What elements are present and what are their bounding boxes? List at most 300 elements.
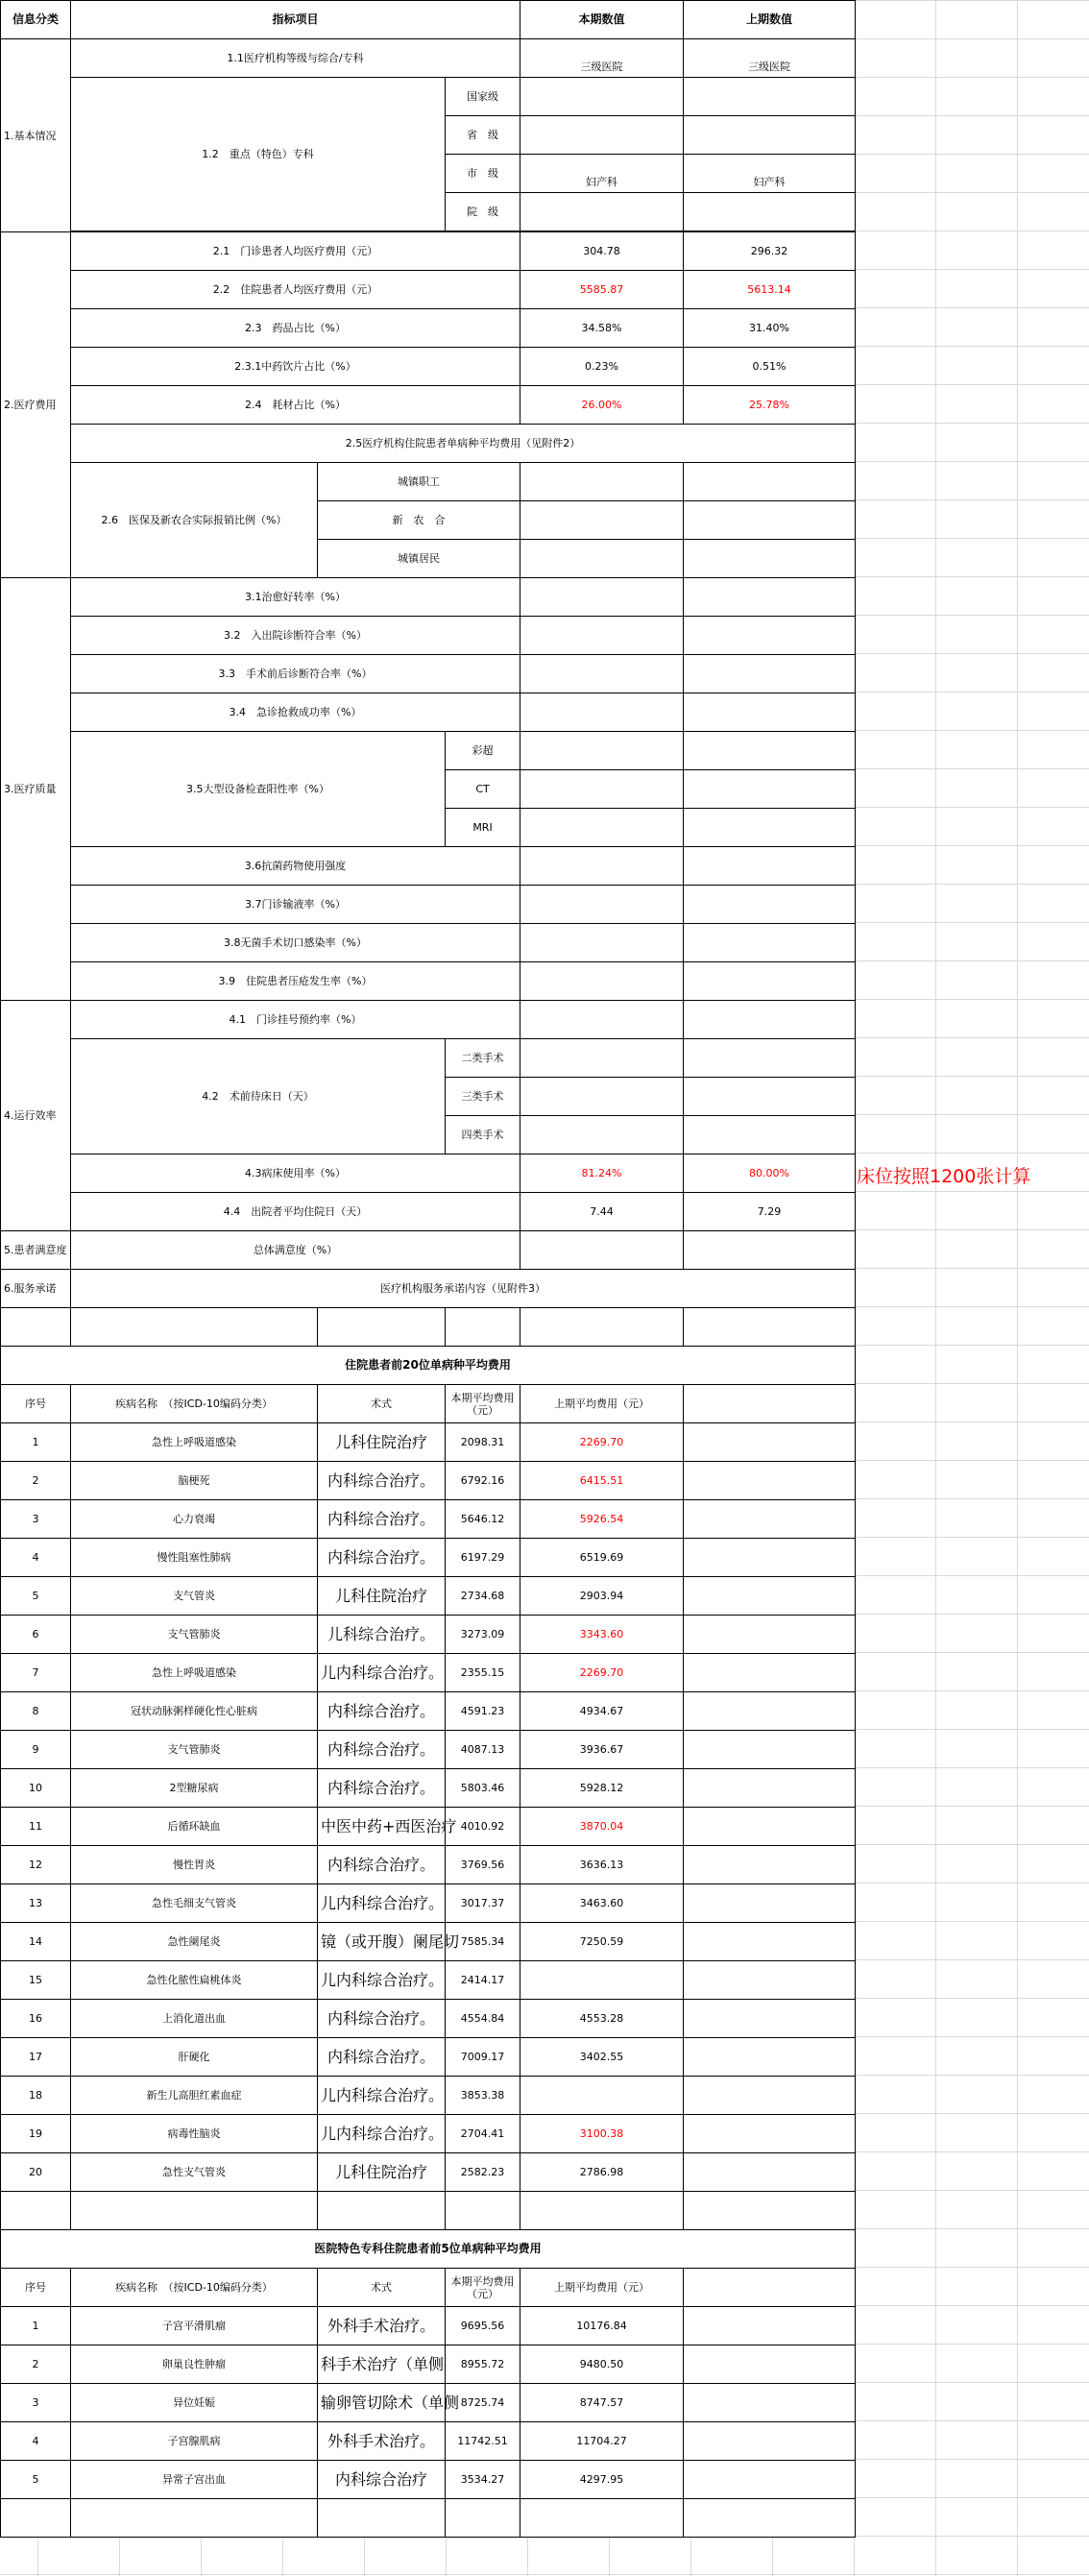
row-no: 2 (1, 2345, 71, 2384)
sub-label: 四类手术 (446, 1116, 520, 1154)
table-row (1, 1923, 856, 1961)
row-no: 7 (1, 1654, 71, 1692)
row-no: 2 (1, 1462, 71, 1500)
current-value (520, 193, 684, 231)
current-value: 三级医院 (520, 39, 684, 78)
table-row (1, 1884, 856, 1923)
surgery-method: 儿内科综合治疗。 (318, 1961, 446, 2000)
row-no: 14 (1, 1923, 71, 1961)
disease-name: 急性上呼吸道感染 (71, 1654, 318, 1692)
previous-value (684, 463, 856, 501)
col-method: 术式 (318, 1385, 446, 1423)
current-value (520, 962, 684, 1001)
current-value (520, 770, 684, 809)
surgery-method: 输卵管切除术（单侧 (318, 2384, 446, 2422)
surgery-method: 内科综合治疗。 (318, 2000, 446, 2038)
previous-value (684, 501, 856, 540)
table-row (1, 2384, 856, 2422)
spare-cell (684, 1769, 856, 1808)
previous-value: 25.78% (684, 386, 856, 425)
indicator-label: 3.4 急诊抢救成功率（%） (71, 693, 520, 732)
previous-cost: 9480.50 (520, 2345, 684, 2384)
table-row (1, 2345, 856, 2384)
category-commitment: 6.服务承诺 (1, 1270, 71, 1308)
previous-cost: 2269.70 (520, 1654, 684, 1692)
indicator-label: 3.8无菌手术切口感染率（%） (71, 924, 520, 962)
previous-value (684, 116, 856, 155)
previous-value (684, 1231, 856, 1270)
previous-value (684, 655, 856, 693)
disease-name: 急性毛细支气管炎 (71, 1884, 318, 1923)
col-current: 本期平均费用（元） (446, 2269, 520, 2307)
spare-cell (684, 1731, 856, 1769)
previous-value (684, 617, 856, 655)
indicator-label: 3.2 入出院诊断符合率（%） (71, 617, 520, 655)
previous-value: 7.29 (684, 1193, 856, 1231)
current-cost: 4591.23 (446, 1692, 520, 1731)
current-cost: 6197.29 (446, 1539, 520, 1577)
header-row (1, 1, 856, 39)
sub-label: 彩超 (446, 732, 520, 770)
current-value (520, 809, 684, 847)
current-value (520, 1039, 684, 1078)
previous-cost (520, 1961, 684, 2000)
row-no: 8 (1, 1692, 71, 1731)
current-cost: 4010.92 (446, 1808, 520, 1846)
indicator-label: 2.3 药品占比（%） (71, 309, 520, 348)
previous-cost: 8747.57 (520, 2384, 684, 2422)
header-previous: 上期数值 (684, 1, 856, 39)
previous-value: 妇产科 (684, 155, 856, 193)
disease-name: 冠状动脉粥样硬化性心脏病 (71, 1692, 318, 1731)
spare-cell (684, 1654, 856, 1692)
disease-name: 急性阑尾炎 (71, 1923, 318, 1961)
row-no: 5 (1, 1577, 71, 1616)
indicator-label: 4.4 出院者平均住院日（天） (71, 1193, 520, 1231)
current-value (520, 732, 684, 770)
sub-label: 新 农 合 (318, 501, 520, 540)
surgery-method: 儿科住院治疗 (318, 1423, 446, 1462)
category-quality: 3.医疗质量 (1, 578, 71, 1001)
surgery-method: 儿内科综合治疗。 (318, 1884, 446, 1923)
table-row (1, 2461, 856, 2499)
previous-cost: 6519.69 (520, 1539, 684, 1577)
spare-cell (684, 2000, 856, 2038)
current-cost: 11742.51 (446, 2422, 520, 2461)
disease-name: 支气管炎 (71, 1577, 318, 1616)
previous-cost: 5926.54 (520, 1500, 684, 1539)
current-value: 5585.87 (520, 271, 684, 309)
current-value (520, 78, 684, 116)
previous-value (684, 732, 856, 770)
table-row (1, 1423, 856, 1462)
spare-cell (684, 1616, 856, 1654)
level-label: 国家级 (446, 78, 520, 116)
indicator-label: 4.3病床使用率（%） (71, 1154, 520, 1193)
row-no: 13 (1, 1884, 71, 1923)
previous-value: 296.32 (684, 232, 856, 271)
spare-cell (684, 1462, 856, 1500)
current-cost: 9695.56 (446, 2307, 520, 2345)
row-no: 10 (1, 1769, 71, 1808)
current-cost: 2098.31 (446, 1423, 520, 1462)
level-label: 省 级 (446, 116, 520, 155)
current-value: 81.24% (520, 1154, 684, 1193)
row-no: 9 (1, 1731, 71, 1769)
current-value (520, 1116, 684, 1154)
current-value (520, 617, 684, 655)
previous-value (684, 962, 856, 1001)
current-cost: 5803.46 (446, 1769, 520, 1808)
indicator-label: 1.1医疗机构等级与综合/专科 (71, 39, 520, 78)
indicator-label: 2.3.1中药饮片占比（%） (71, 348, 520, 386)
disease-name: 后循环缺血 (71, 1808, 318, 1846)
spare-cell (684, 1846, 856, 1884)
previous-cost: 10176.84 (520, 2307, 684, 2345)
previous-cost: 3402.55 (520, 2038, 684, 2077)
disease-name: 支气管肺炎 (71, 1616, 318, 1654)
current-value (520, 1078, 684, 1116)
category-basic: 1.基本情况 (1, 39, 71, 232)
disease-name: 新生儿高胆红素血症 (71, 2077, 318, 2115)
table-row (1, 1616, 856, 1654)
previous-value: 31.40% (684, 309, 856, 348)
previous-value (684, 540, 856, 578)
row-no: 5 (1, 2461, 71, 2499)
disease-name: 上消化道出血 (71, 2000, 318, 2038)
previous-value (684, 1001, 856, 1039)
top20-title: 住院患者前20位单病种平均费用 (1, 1347, 856, 1385)
spare-cell (684, 2461, 856, 2499)
disease-name: 急性化脓性扁桃体炎 (71, 1961, 318, 2000)
col-no: 序号 (1, 1385, 71, 1423)
category-efficiency: 4.运行效率 (1, 1001, 71, 1231)
current-value (520, 1001, 684, 1039)
current-value (520, 693, 684, 732)
table-row (1, 1462, 856, 1500)
surgery-method: 儿内科综合治疗。 (318, 2077, 446, 2115)
row-no: 6 (1, 1616, 71, 1654)
row-no: 11 (1, 1808, 71, 1846)
previous-value (684, 809, 856, 847)
indicator-label: 医疗机构服务承诺内容（见附件3） (71, 1270, 856, 1308)
sub-label: CT (446, 770, 520, 809)
surgery-method: 中医中药+西医治疗 (318, 1808, 446, 1846)
spare-cell (684, 1539, 856, 1577)
row-no: 18 (1, 2077, 71, 2115)
sub-label: 三类手术 (446, 1078, 520, 1116)
disease-name: 慢性阻塞性肺病 (71, 1539, 318, 1577)
row-no: 4 (1, 2422, 71, 2461)
sub-label: MRI (446, 809, 520, 847)
current-cost: 3017.37 (446, 1884, 520, 1923)
surgery-method: 内科综合治疗。 (318, 1539, 446, 1577)
spare-cell (684, 1577, 856, 1616)
current-value (520, 116, 684, 155)
row-no: 16 (1, 2000, 71, 2038)
previous-value (684, 693, 856, 732)
table-row (1, 2000, 856, 2038)
previous-cost: 3343.60 (520, 1616, 684, 1654)
current-cost: 7585.34 (446, 1923, 520, 1961)
previous-cost: 7250.59 (520, 1923, 684, 1961)
surgery-method: 儿科综合治疗。 (318, 1616, 446, 1654)
surgery-method: 儿内科综合治疗。 (318, 1654, 446, 1692)
col-previous: 上期平均费用（元） (520, 2269, 684, 2307)
current-cost: 5646.12 (446, 1500, 520, 1539)
current-value: 妇产科 (520, 155, 684, 193)
surgery-method: 内科综合治疗。 (318, 1846, 446, 1884)
row-no: 20 (1, 2153, 71, 2192)
table-row (1, 2115, 856, 2153)
disease-name: 异常子宫出血 (71, 2461, 318, 2499)
row-no: 19 (1, 2115, 71, 2153)
spare-cell (684, 1692, 856, 1731)
disease-name: 心力衰竭 (71, 1500, 318, 1539)
level-label: 市 级 (446, 155, 520, 193)
row-no: 17 (1, 2038, 71, 2077)
current-cost: 4554.84 (446, 2000, 520, 2038)
spare-cell (684, 2422, 856, 2461)
surgery-method: 内科综合治疗。 (318, 1769, 446, 1808)
current-value (520, 578, 684, 617)
indicator-label: 3.3 手术前后诊断符合率（%） (71, 655, 520, 693)
row-no: 12 (1, 1846, 71, 1884)
current-cost: 3534.27 (446, 2461, 520, 2499)
spare-cell (684, 1423, 856, 1462)
spare-cell (684, 2077, 856, 2115)
disease-name: 急性支气管炎 (71, 2153, 318, 2192)
current-cost: 3853.38 (446, 2077, 520, 2115)
surgery-method: 外科手术治疗。 (318, 2307, 446, 2345)
spare-cell (684, 1808, 856, 1846)
spare-cell (684, 2153, 856, 2192)
previous-cost: 3636.13 (520, 1846, 684, 1884)
current-cost: 2704.41 (446, 2115, 520, 2153)
bed-count-note: 床位按照1200张计算 (857, 1166, 1031, 1187)
current-cost: 2414.17 (446, 1961, 520, 2000)
header-current: 本期数值 (520, 1, 684, 39)
disease-name: 肝硬化 (71, 2038, 318, 2077)
previous-cost: 2786.98 (520, 2153, 684, 2192)
indicator-label: 4.1 门诊挂号预约率（%） (71, 1001, 520, 1039)
surgery-method: 儿科住院治疗 (318, 1577, 446, 1616)
current-value (520, 886, 684, 924)
disease-name: 2型糖尿病 (71, 1769, 318, 1808)
indicator-label: 2.4 耗材占比（%） (71, 386, 520, 425)
indicator-label: 3.7门诊输液率（%） (71, 886, 520, 924)
row-no: 3 (1, 1500, 71, 1539)
spare-cell (684, 2345, 856, 2384)
disease-name: 病毒性脑炎 (71, 2115, 318, 2153)
surgery-method: 内科综合治疗。 (318, 1692, 446, 1731)
surgery-method: 内科综合治疗。 (318, 1731, 446, 1769)
previous-cost: 6415.51 (520, 1462, 684, 1500)
current-cost: 4087.13 (446, 1731, 520, 1769)
spare-cell (684, 2115, 856, 2153)
category-cost: 2.医疗费用 (1, 232, 71, 578)
top5-title: 医院特色专科住院患者前5位单病种平均费用 (1, 2230, 856, 2269)
previous-cost: 3463.60 (520, 1884, 684, 1923)
table-row (1, 2077, 856, 2115)
disease-name: 异位妊娠 (71, 2384, 318, 2422)
disease-name: 支气管肺炎 (71, 1731, 318, 1769)
current-value: 7.44 (520, 1193, 684, 1231)
col-current: 本期平均费用（元） (446, 1385, 520, 1423)
row-no: 3 (1, 2384, 71, 2422)
spare-cell (684, 1884, 856, 1923)
previous-value (684, 578, 856, 617)
current-value: 34.58% (520, 309, 684, 348)
row-no: 1 (1, 2307, 71, 2345)
disease-name: 子宫腺肌病 (71, 2422, 318, 2461)
col-previous: 上期平均费用（元） (520, 1385, 684, 1423)
previous-value (684, 847, 856, 886)
table-row (1, 1808, 856, 1846)
current-value (520, 501, 684, 540)
category-satisfaction: 5.患者满意度 (1, 1231, 71, 1270)
sub-label: 城镇职工 (318, 463, 520, 501)
table-row (1, 1539, 856, 1577)
table-row (1, 1846, 856, 1884)
surgery-method: 镜（或开腹）阑尾切 (318, 1923, 446, 1961)
current-cost: 2355.15 (446, 1654, 520, 1692)
current-cost: 2734.68 (446, 1577, 520, 1616)
spare-cell (684, 1923, 856, 1961)
previous-cost: 4297.95 (520, 2461, 684, 2499)
previous-cost: 2903.94 (520, 1577, 684, 1616)
indicator-label: 3.5大型设备检查阳性率（%） (71, 732, 446, 847)
level-label: 院 级 (446, 193, 520, 231)
disease-name: 卵巢良性肿瘤 (71, 2345, 318, 2384)
surgery-method: 儿科住院治疗 (318, 2153, 446, 2192)
table-row (1, 1500, 856, 1539)
current-value (520, 655, 684, 693)
previous-value (684, 770, 856, 809)
current-cost: 3273.09 (446, 1616, 520, 1654)
previous-value (684, 1078, 856, 1116)
indicator-label: 总体满意度（%） (71, 1231, 520, 1270)
table-row (1, 1654, 856, 1692)
current-cost: 2582.23 (446, 2153, 520, 2192)
table-row (1, 1961, 856, 2000)
current-cost: 8955.72 (446, 2345, 520, 2384)
disease-name: 慢性胃炎 (71, 1846, 318, 1884)
surgery-method: 内科综合治疗。 (318, 1462, 446, 1500)
table-row (1, 1731, 856, 1769)
surgery-method: 内科综合治疗。 (318, 1500, 446, 1539)
indicator-label: 3.6抗菌药物使用强度 (71, 847, 520, 886)
current-cost: 8725.74 (446, 2384, 520, 2422)
current-cost: 7009.17 (446, 2038, 520, 2077)
previous-value: 0.51% (684, 348, 856, 386)
current-value: 304.78 (520, 232, 684, 271)
previous-cost: 3936.67 (520, 1731, 684, 1769)
current-value: 26.00% (520, 386, 684, 425)
previous-value (684, 193, 856, 231)
indicator-label: 3.1治愈好转率（%） (71, 578, 520, 617)
table-row (1, 1692, 856, 1731)
previous-cost: 3100.38 (520, 2115, 684, 2153)
spare-cell (684, 1500, 856, 1539)
current-cost: 3769.56 (446, 1846, 520, 1884)
current-value (520, 847, 684, 886)
table-row (1, 2038, 856, 2077)
previous-value (684, 924, 856, 962)
previous-value (684, 886, 856, 924)
previous-value: 80.00% (684, 1154, 856, 1193)
col-method: 术式 (318, 2269, 446, 2307)
disease-name: 子宫平滑肌瘤 (71, 2307, 318, 2345)
col-disease: 疾病名称 （按ICD-10编码分类） (71, 2269, 318, 2307)
table-row (1, 2422, 856, 2461)
col-disease: 疾病名称 （按ICD-10编码分类） (71, 1385, 318, 1423)
current-value: 0.23% (520, 348, 684, 386)
table-row (1, 2153, 856, 2192)
indicator-label: 4.2 术前待床日（天） (71, 1039, 446, 1154)
indicator-label: 1.2 重点（特色）专科 (71, 78, 446, 231)
spare-cell (684, 1961, 856, 2000)
current-value (520, 463, 684, 501)
row-no: 1 (1, 1423, 71, 1462)
previous-value: 三级医院 (684, 39, 856, 78)
current-value (520, 924, 684, 962)
previous-cost (520, 2077, 684, 2115)
sub-label: 城镇居民 (318, 540, 520, 578)
current-cost: 6792.16 (446, 1462, 520, 1500)
col-no: 序号 (1, 2269, 71, 2307)
surgery-method: 内科综合治疗 (318, 2461, 446, 2499)
surgery-method: 科手术治疗（单侧 (318, 2345, 446, 2384)
indicator-label: 2.5医疗机构住院患者单病种平均费用（见附件2） (71, 425, 856, 463)
spare-cell (684, 2307, 856, 2345)
previous-value (684, 1116, 856, 1154)
row-no: 15 (1, 1961, 71, 2000)
row-no: 4 (1, 1539, 71, 1577)
previous-value: 5613.14 (684, 271, 856, 309)
sub-label: 二类手术 (446, 1039, 520, 1078)
top5-header (1, 2269, 856, 2307)
previous-cost: 5928.12 (520, 1769, 684, 1808)
surgery-method: 儿内科综合治疗。 (318, 2115, 446, 2153)
disease-name: 脑梗死 (71, 1462, 318, 1500)
previous-value (684, 78, 856, 116)
indicator-label: 2.2 住院患者人均医疗费用（元） (71, 271, 520, 309)
previous-cost: 3870.04 (520, 1808, 684, 1846)
current-value (520, 1231, 684, 1270)
table-row (1, 2307, 856, 2345)
previous-value (684, 1039, 856, 1078)
surgery-method: 内科综合治疗。 (318, 2038, 446, 2077)
current-value (520, 540, 684, 578)
table-row (1, 1577, 856, 1616)
header-category: 信息分类 (1, 1, 71, 39)
spare-cell (684, 2384, 856, 2422)
surgery-method: 外科手术治疗。 (318, 2422, 446, 2461)
indicator-label: 2.1 门诊患者人均医疗费用（元） (71, 232, 520, 271)
previous-cost: 4934.67 (520, 1692, 684, 1731)
disease-name: 急性上呼吸道感染 (71, 1423, 318, 1462)
header-indicator: 指标项目 (71, 1, 520, 39)
previous-cost: 4553.28 (520, 2000, 684, 2038)
indicator-label: 2.6 医保及新农合实际报销比例（%） (71, 463, 318, 578)
table-row (1, 1769, 856, 1808)
spare-cell (684, 2038, 856, 2077)
top20-header (1, 1385, 856, 1423)
indicator-label: 3.9 住院患者压疮发生率（%） (71, 962, 520, 1001)
previous-cost: 11704.27 (520, 2422, 684, 2461)
previous-cost: 2269.70 (520, 1423, 684, 1462)
